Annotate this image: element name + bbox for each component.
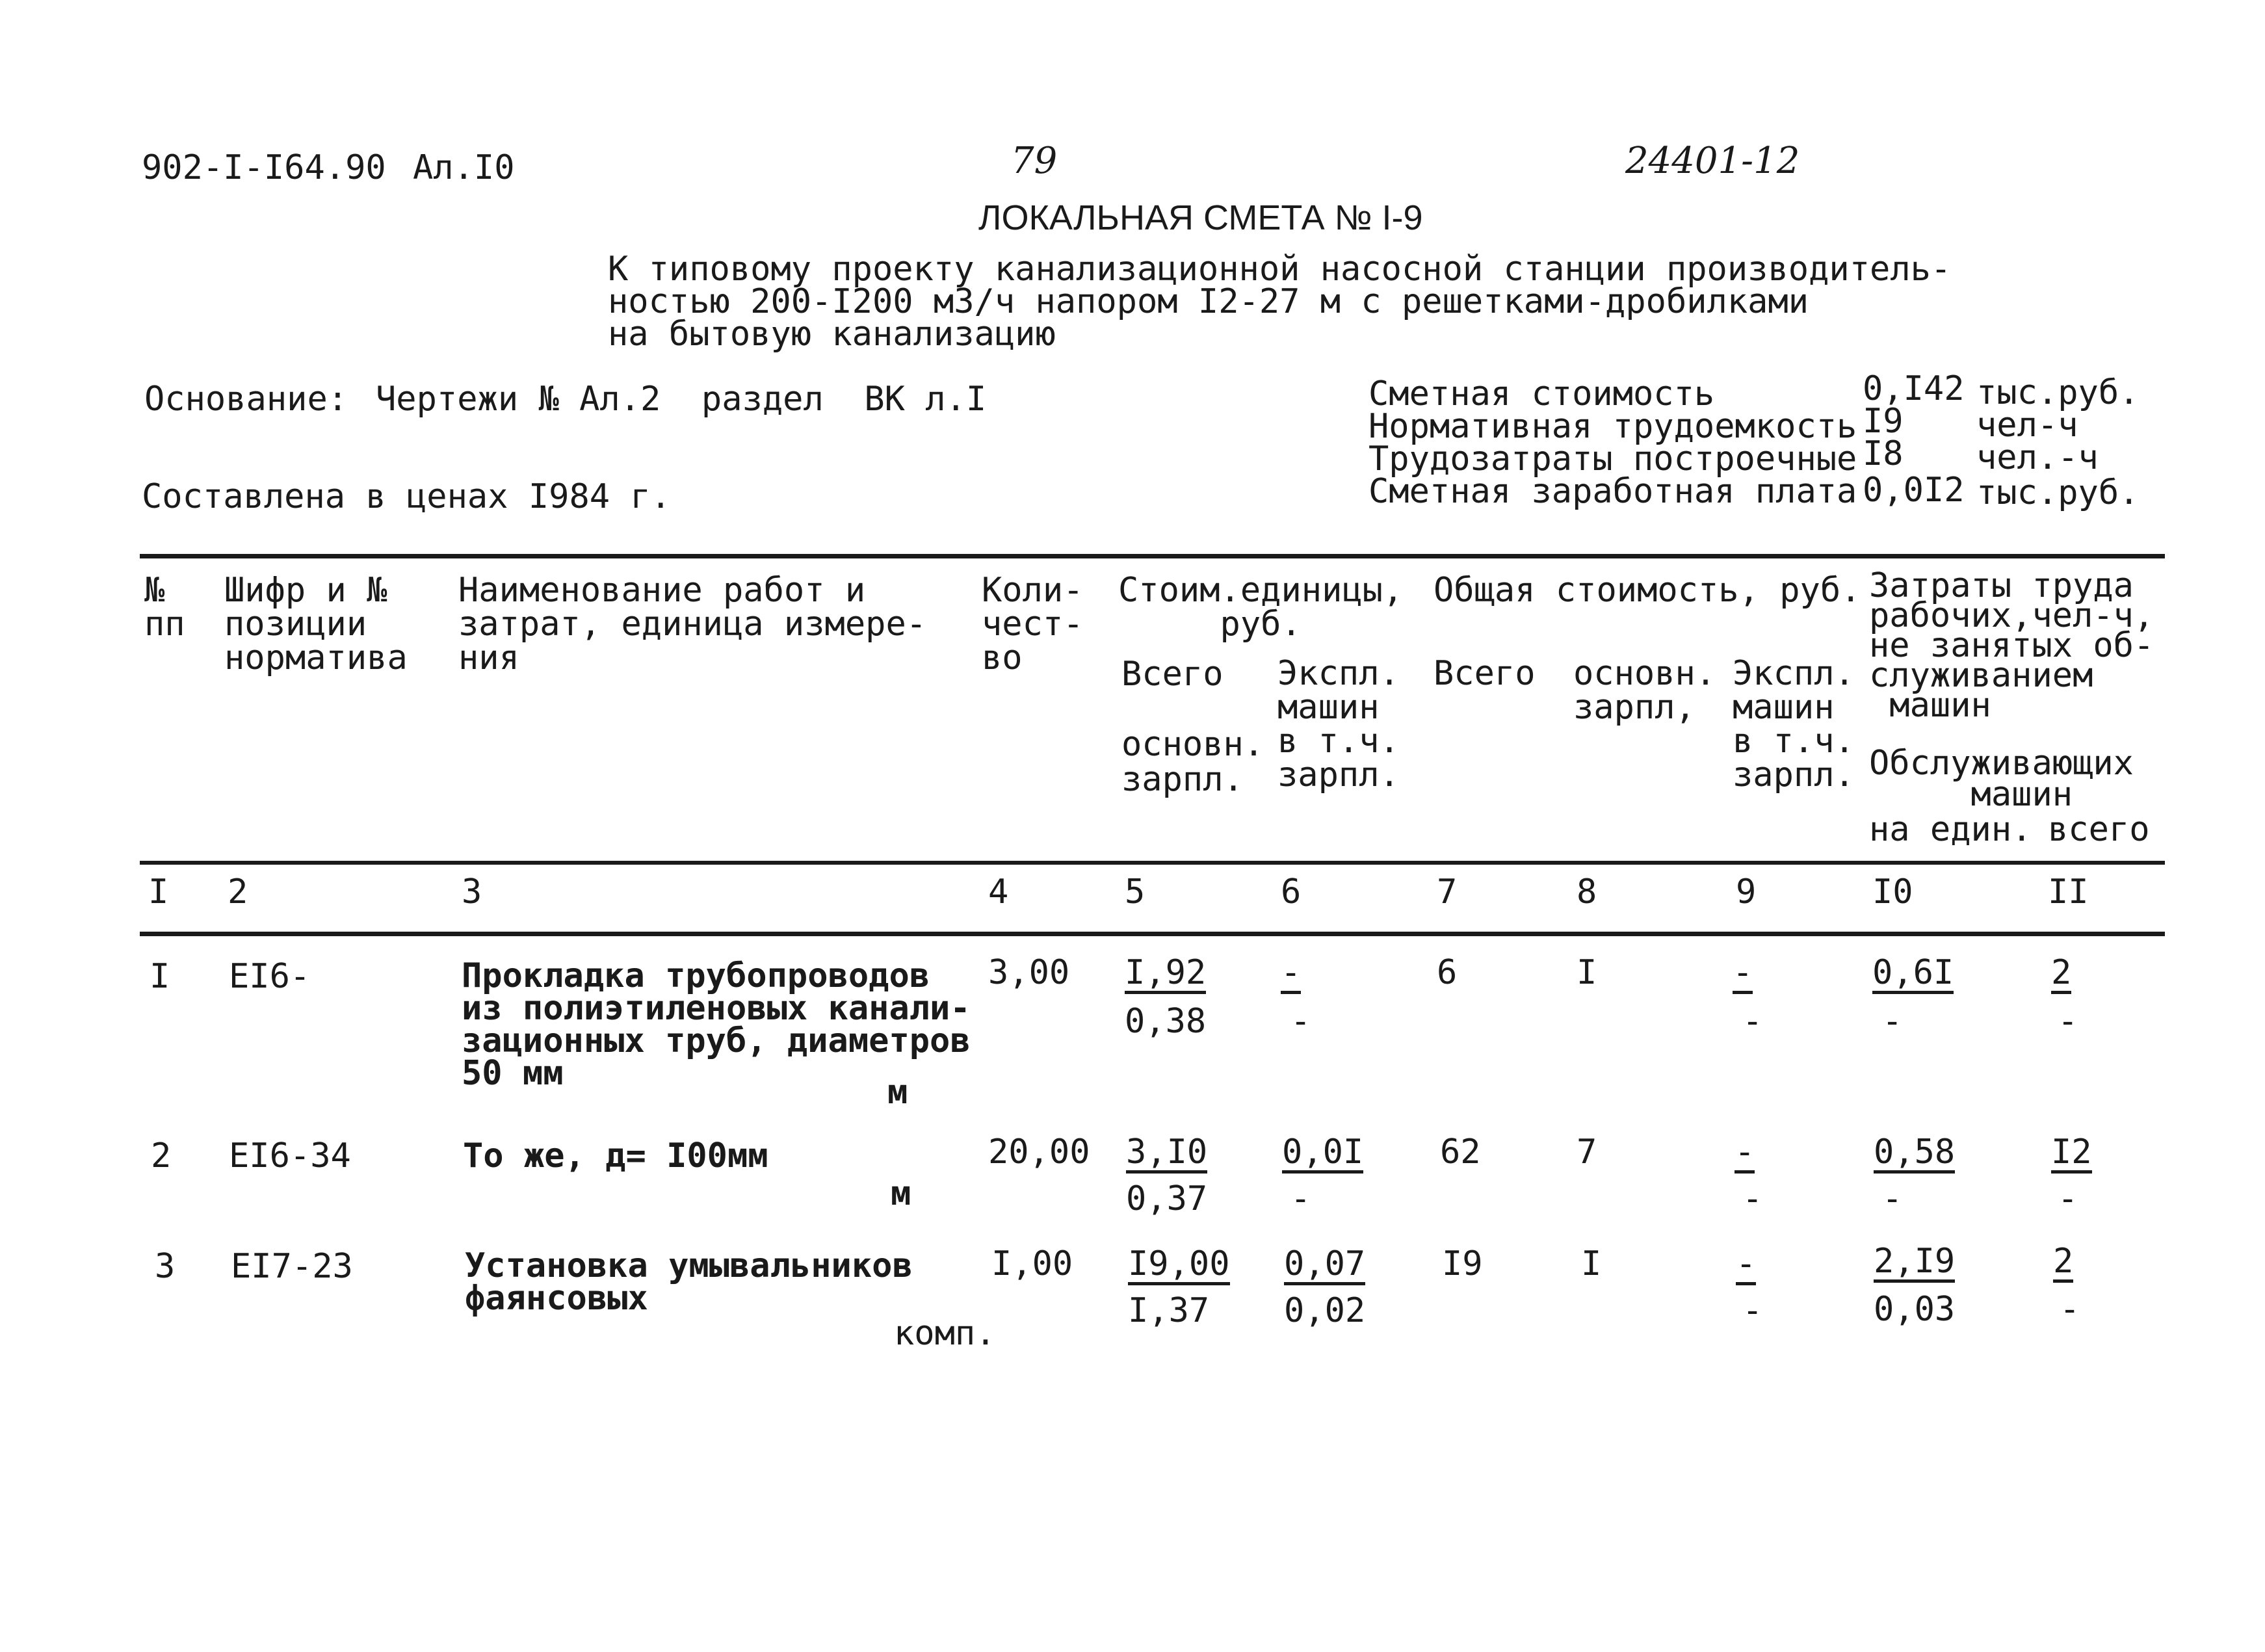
row-service-per-unit: - <box>1882 1179 1903 1218</box>
row-machine-wages: - <box>1290 1179 1311 1218</box>
row-machine-cost: - <box>1281 956 1301 994</box>
row-machine-cost: 0,07 <box>1284 1247 1365 1285</box>
row-total-machine-cost: - <box>1735 1135 1755 1173</box>
row-labor-per-unit: 0,6I <box>1872 956 1954 994</box>
col-header-9: Экспл. машин в т.ч. зарпл. <box>1733 654 1855 794</box>
row-number: I <box>150 957 170 996</box>
summary-unit: тыс.руб. <box>1976 473 2140 512</box>
row-unit-cost-wages: 0,37 <box>1126 1179 1208 1218</box>
row-total-cost: I9 <box>1442 1244 1483 1283</box>
column-number: 4 <box>988 872 1009 911</box>
column-number: II <box>2048 872 2089 911</box>
row-service-total: - <box>2058 1179 2078 1218</box>
document-code: 902-I-I64.90 <box>142 148 386 187</box>
row-unit-cost-wages: 0,38 <box>1125 1002 1207 1041</box>
column-number: 8 <box>1577 872 1597 911</box>
row-service-total: - <box>2060 1290 2080 1329</box>
row-unit: м <box>891 1174 911 1213</box>
row-unit-cost-wages: I,37 <box>1128 1291 1210 1330</box>
row-service-total: - <box>2058 1002 2078 1041</box>
table-top-rule <box>140 554 2165 558</box>
summary-value: 0,I42 <box>1863 369 1965 408</box>
row-code: EI7-23 <box>231 1247 353 1286</box>
row-labor-total: I2 <box>2051 1135 2092 1173</box>
row-labor-total: 2 <box>2051 956 2071 994</box>
row-unit-cost-total: I,92 <box>1125 956 1206 994</box>
group-header-unit-cost: Стоим.единицы, руб. <box>1118 571 1404 644</box>
inventory-number: 24401-12 <box>1625 140 1800 182</box>
summary-label: Нормативная трудоемкость <box>1368 407 1857 446</box>
row-work-name: То же, д= I00мм <box>463 1136 768 1175</box>
row-number: 3 <box>155 1247 176 1286</box>
prices-note: Составлена в ценах I984 г. <box>142 477 671 516</box>
row-total-wages: I <box>1581 1244 1602 1283</box>
column-number: 2 <box>228 872 248 911</box>
summary-label: Трудозатраты построечные <box>1368 439 1857 479</box>
summary-label: Сметная стоимость <box>1368 374 1715 413</box>
row-unit-cost-total: 3,I0 <box>1126 1135 1207 1173</box>
row-total-wages: 7 <box>1577 1133 1597 1172</box>
row-code: EI6- <box>229 957 311 996</box>
summary-value: I9 <box>1863 402 1904 441</box>
basis-label: Основание: <box>144 380 348 419</box>
row-unit: м <box>887 1073 908 1112</box>
row-unit-cost-total: I9,00 <box>1128 1247 1230 1285</box>
row-machine-cost: 0,0I <box>1282 1135 1363 1173</box>
subtitle-line-3: на бытовую канализацию <box>608 315 1056 354</box>
row-work-name: Прокладка трубопроводов из полиэтиленовых канали- зационных труб, диаметров 50 мм <box>462 956 971 1093</box>
row-code: EI6-34 <box>229 1136 351 1175</box>
summary-label: Сметная заработная плата <box>1368 472 1857 511</box>
column-number: I <box>148 872 169 911</box>
row-quantity: 3,00 <box>988 953 1070 992</box>
subtitle-line-2: ностью 200-I200 м3/ч напором I2-27 м с решетками-дробилками <box>608 282 1809 321</box>
column-number: 7 <box>1437 872 1458 911</box>
col-header-6: Экспл. машин в т.ч. зарпл. <box>1277 654 1400 794</box>
group-header-service: Обслуживающих машин <box>1869 744 2134 814</box>
col-header-code: Шифр и № позиции норматива <box>224 571 408 677</box>
col-header-qty: Коли- чест- во <box>982 571 1084 677</box>
column-number: I0 <box>1872 872 1913 911</box>
group-header-total-cost: Общая стоимость, руб. <box>1434 571 1861 610</box>
col-header-10: на един. <box>1869 810 2032 849</box>
row-total-cost: 6 <box>1437 953 1458 992</box>
col-header-5: Всего основн. зарпл. <box>1121 655 1264 799</box>
row-unit: комп. <box>894 1314 996 1353</box>
row-total-machine-cost: - <box>1733 956 1753 994</box>
row-machine-wages: 0,02 <box>1284 1291 1366 1330</box>
basis-value: Чертежи № Ал.2 раздел ВК л.I <box>376 380 987 419</box>
column-number: 5 <box>1125 872 1146 911</box>
page-number: 79 <box>1011 140 1058 182</box>
row-quantity: I,00 <box>991 1244 1073 1283</box>
column-number: 9 <box>1736 872 1757 911</box>
row-total-machine-wages: - <box>1742 1291 1763 1330</box>
subtitle-line-1: К типовому проекту канализационной насосной станции производитель- <box>608 250 1952 289</box>
row-quantity: 20,00 <box>988 1133 1090 1172</box>
row-number: 2 <box>151 1136 172 1175</box>
row-service-per-unit: 0,03 <box>1874 1290 1956 1329</box>
column-number: 6 <box>1281 872 1302 911</box>
sheet-label: Ал.I0 <box>413 148 515 187</box>
col-header-7: Всего <box>1434 654 1536 693</box>
summary-unit: чел-ч <box>1976 406 2078 445</box>
row-total-machine-wages: - <box>1742 1002 1763 1041</box>
document-title: ЛОКАЛЬНАЯ СМЕТА № I-9 <box>978 198 1423 237</box>
row-total-cost: 62 <box>1440 1133 1481 1172</box>
row-total-machine-cost: - <box>1736 1247 1756 1285</box>
col-header-name: Наименование работ и затрат, единица измере- ния <box>458 571 927 677</box>
row-work-name: Установка умывальников фаянсовых <box>465 1246 913 1318</box>
row-total-wages: I <box>1577 953 1597 992</box>
row-labor-per-unit: 2,I9 <box>1874 1244 1955 1283</box>
row-total-machine-wages: - <box>1742 1179 1763 1218</box>
row-labor-per-unit: 0,58 <box>1874 1135 1955 1173</box>
summary-value: 0,0I2 <box>1863 471 1965 510</box>
row-labor-total: 2 <box>2053 1244 2073 1283</box>
summary-unit: чел.-ч <box>1976 438 2099 477</box>
group-header-labor: Затраты труда рабочих,чел-ч, не занятых об- служиванием машин <box>1869 566 2154 725</box>
col-header-num: № пп <box>144 571 185 644</box>
numbers-bottom-rule <box>140 932 2165 936</box>
summary-value: I8 <box>1863 434 1904 473</box>
summary-unit: тыс.руб. <box>1976 373 2140 412</box>
row-service-per-unit: - <box>1882 1002 1903 1041</box>
column-number: 3 <box>462 872 482 911</box>
col-header-8: основн. зарпл, <box>1573 654 1716 727</box>
header-bottom-rule <box>140 861 2165 865</box>
row-machine-wages: - <box>1290 1002 1311 1041</box>
col-header-11: всего <box>2048 810 2150 849</box>
